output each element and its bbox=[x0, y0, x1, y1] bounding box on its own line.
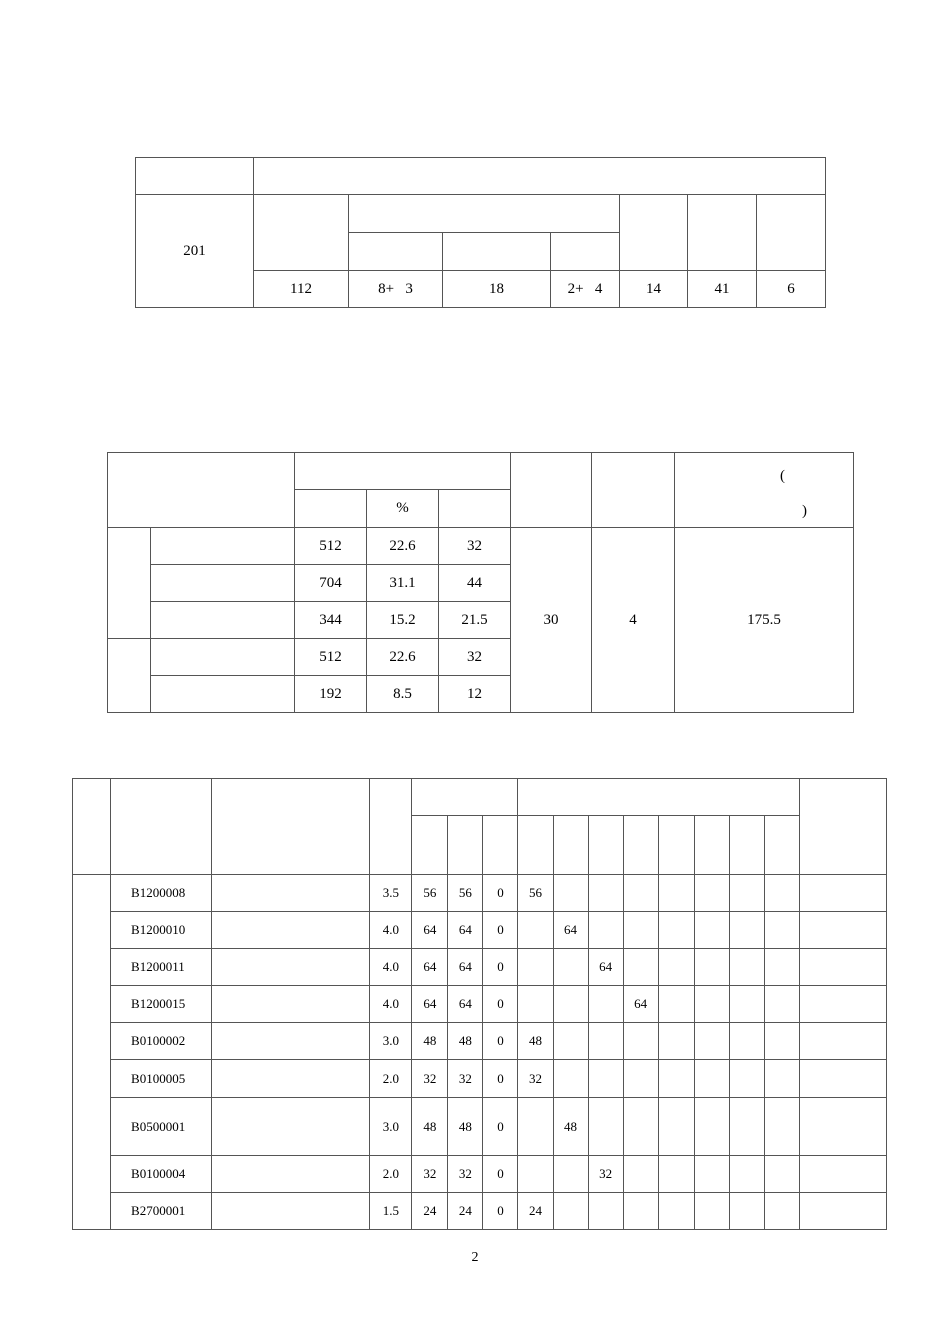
t1-sub-header-2 bbox=[443, 233, 551, 271]
table-row bbox=[73, 875, 887, 912]
semester-3 bbox=[588, 1193, 623, 1230]
t2-sub-header-1 bbox=[295, 490, 367, 528]
semester-1 bbox=[518, 912, 553, 949]
remarks bbox=[799, 986, 886, 1023]
semester-3 bbox=[588, 912, 623, 949]
t1-value-4: 2+ 4 bbox=[551, 271, 620, 308]
t2-cell: 704 bbox=[295, 565, 367, 602]
practice-hours: 0 bbox=[483, 1023, 518, 1060]
semester-3 bbox=[588, 1023, 623, 1060]
t1-value-2: 8+ 3 bbox=[349, 271, 443, 308]
semester-5 bbox=[658, 875, 694, 912]
t2-cell: 8.5 bbox=[367, 676, 439, 713]
semester-4 bbox=[623, 1098, 658, 1156]
semester-5 bbox=[658, 986, 694, 1023]
t2-header-label bbox=[108, 453, 295, 528]
semester-4 bbox=[623, 949, 658, 986]
semester-8 bbox=[764, 1023, 799, 1060]
t1-col5-header bbox=[620, 195, 688, 271]
semester-7 bbox=[729, 1023, 764, 1060]
practice-hours: 0 bbox=[483, 1098, 518, 1156]
semester-6 bbox=[694, 875, 729, 912]
t1-value-7: 6 bbox=[757, 271, 826, 308]
t1-col6-header bbox=[688, 195, 757, 271]
semester-3 bbox=[588, 875, 623, 912]
t2-merged-col5: 4 bbox=[592, 528, 675, 713]
semester-2 bbox=[553, 875, 588, 912]
semester-8 bbox=[764, 1098, 799, 1156]
remarks bbox=[799, 1193, 886, 1230]
total-hours: 32 bbox=[412, 1156, 448, 1193]
t3-sub-header bbox=[553, 816, 588, 875]
t2-cell: 344 bbox=[295, 602, 367, 639]
credit: 3.0 bbox=[370, 1023, 412, 1060]
table-row bbox=[73, 986, 887, 1023]
t2-paren-open: ( bbox=[780, 468, 786, 484]
t2-row-label bbox=[151, 676, 295, 713]
semester-4 bbox=[623, 1060, 658, 1098]
t2-group-2 bbox=[108, 639, 151, 713]
course-code: B1200010 bbox=[111, 912, 212, 949]
table-row bbox=[73, 1193, 887, 1230]
theory-hours: 64 bbox=[448, 912, 483, 949]
t3-sub-header bbox=[483, 816, 518, 875]
semester-2 bbox=[553, 1060, 588, 1098]
credit: 4.0 bbox=[370, 949, 412, 986]
t2-cell: 12 bbox=[439, 676, 511, 713]
semester-1 bbox=[518, 1098, 553, 1156]
theory-hours: 56 bbox=[448, 875, 483, 912]
t2-cell: 22.6 bbox=[367, 639, 439, 676]
semester-7 bbox=[729, 1060, 764, 1098]
semester-4 bbox=[623, 875, 658, 912]
semester-8 bbox=[764, 1060, 799, 1098]
semester-8 bbox=[764, 986, 799, 1023]
remarks bbox=[799, 1156, 886, 1193]
remarks bbox=[799, 875, 886, 912]
t1-value-6: 41 bbox=[688, 271, 757, 308]
t3-sub-header bbox=[694, 816, 729, 875]
semester-6 bbox=[694, 986, 729, 1023]
t3-header-semesters bbox=[518, 779, 799, 816]
course-code: B1200008 bbox=[111, 875, 212, 912]
remarks bbox=[799, 1060, 886, 1098]
semester-2 bbox=[553, 1023, 588, 1060]
semester-3: 32 bbox=[588, 1156, 623, 1193]
course-name bbox=[212, 912, 370, 949]
summary-table-2 bbox=[107, 452, 854, 713]
t2-cell: 32 bbox=[439, 528, 511, 565]
course-code: B0100005 bbox=[111, 1060, 212, 1098]
t1-header-span bbox=[254, 158, 826, 195]
course-code: B2700001 bbox=[111, 1193, 212, 1230]
table-row bbox=[73, 1098, 887, 1156]
semester-4 bbox=[623, 1156, 658, 1193]
semester-5 bbox=[658, 1193, 694, 1230]
table-row bbox=[73, 1156, 887, 1193]
semester-4 bbox=[623, 1023, 658, 1060]
t1-sub-header-1 bbox=[349, 233, 443, 271]
semester-2 bbox=[553, 1193, 588, 1230]
course-name bbox=[212, 986, 370, 1023]
semester-7 bbox=[729, 949, 764, 986]
t2-sub-header-3 bbox=[439, 490, 511, 528]
t2-cell: 22.6 bbox=[367, 528, 439, 565]
total-hours: 32 bbox=[412, 1060, 448, 1098]
t3-sub-header bbox=[764, 816, 799, 875]
t2-group-1 bbox=[108, 528, 151, 639]
t2-header-group bbox=[295, 453, 511, 490]
remarks bbox=[799, 949, 886, 986]
semester-7 bbox=[729, 1193, 764, 1230]
semester-7 bbox=[729, 986, 764, 1023]
semester-4 bbox=[623, 912, 658, 949]
course-name bbox=[212, 1098, 370, 1156]
course-code: B1200015 bbox=[111, 986, 212, 1023]
semester-6 bbox=[694, 1060, 729, 1098]
t3-header-credit bbox=[370, 779, 412, 875]
semester-6 bbox=[694, 1098, 729, 1156]
theory-hours: 48 bbox=[448, 1098, 483, 1156]
semester-7 bbox=[729, 1098, 764, 1156]
t2-paren-close: ) bbox=[802, 503, 808, 519]
semester-7 bbox=[729, 875, 764, 912]
course-code: B0100004 bbox=[111, 1156, 212, 1193]
t2-row-label bbox=[151, 528, 295, 565]
semester-6 bbox=[694, 949, 729, 986]
semester-6 bbox=[694, 1193, 729, 1230]
course-table bbox=[72, 778, 887, 1230]
semester-3 bbox=[588, 986, 623, 1023]
semester-1 bbox=[518, 949, 553, 986]
semester-1 bbox=[518, 986, 553, 1023]
t2-cell: 32 bbox=[439, 639, 511, 676]
semester-1: 32 bbox=[518, 1060, 553, 1098]
t2-cell: 31.1 bbox=[367, 565, 439, 602]
semester-8 bbox=[764, 949, 799, 986]
t2-cell: 15.2 bbox=[367, 602, 439, 639]
semester-8 bbox=[764, 912, 799, 949]
semester-3 bbox=[588, 1060, 623, 1098]
remarks bbox=[799, 1098, 886, 1156]
t2-cell: 44 bbox=[439, 565, 511, 602]
t2-cell: 192 bbox=[295, 676, 367, 713]
semester-2: 64 bbox=[553, 912, 588, 949]
semester-1 bbox=[518, 1156, 553, 1193]
t2-header-col6 bbox=[675, 453, 854, 528]
t3-header-remarks bbox=[799, 779, 886, 875]
t1-value-5: 14 bbox=[620, 271, 688, 308]
practice-hours: 0 bbox=[483, 986, 518, 1023]
page-number: 2 bbox=[471, 1250, 479, 1265]
t1-col7-header bbox=[757, 195, 826, 271]
practice-hours: 0 bbox=[483, 875, 518, 912]
semester-5 bbox=[658, 912, 694, 949]
course-name bbox=[212, 1193, 370, 1230]
t3-sub-header bbox=[412, 816, 448, 875]
table-row bbox=[73, 1060, 887, 1098]
t2-cell: 512 bbox=[295, 528, 367, 565]
semester-7 bbox=[729, 912, 764, 949]
t1-year-cell: 201 bbox=[136, 195, 254, 308]
t3-category-cell bbox=[73, 875, 111, 1230]
semester-7 bbox=[729, 1156, 764, 1193]
credit: 3.5 bbox=[370, 875, 412, 912]
credit: 1.5 bbox=[370, 1193, 412, 1230]
t3-sub-header bbox=[448, 816, 483, 875]
t3-sub-header bbox=[518, 816, 553, 875]
total-hours: 64 bbox=[412, 949, 448, 986]
t1-header-label bbox=[136, 158, 254, 195]
t3-header-code bbox=[111, 779, 212, 875]
credit: 4.0 bbox=[370, 912, 412, 949]
practice-hours: 0 bbox=[483, 912, 518, 949]
t3-sub-header bbox=[658, 816, 694, 875]
t2-header-col4 bbox=[511, 453, 592, 528]
t2-cell: 21.5 bbox=[439, 602, 511, 639]
semester-2 bbox=[553, 949, 588, 986]
theory-hours: 24 bbox=[448, 1193, 483, 1230]
total-hours: 64 bbox=[412, 986, 448, 1023]
course-name bbox=[212, 875, 370, 912]
semester-2: 48 bbox=[553, 1098, 588, 1156]
t2-merged-col6: 175.5 bbox=[675, 528, 854, 713]
table-row bbox=[73, 912, 887, 949]
summary-table-1 bbox=[135, 157, 826, 308]
t3-header-hours bbox=[412, 779, 518, 816]
t1-value-3: 18 bbox=[443, 271, 551, 308]
remarks bbox=[799, 912, 886, 949]
semester-3 bbox=[588, 1098, 623, 1156]
t1-col-total-header bbox=[254, 195, 349, 271]
semester-6 bbox=[694, 1156, 729, 1193]
theory-hours: 48 bbox=[448, 1023, 483, 1060]
t3-sub-header bbox=[588, 816, 623, 875]
t2-row-label bbox=[151, 602, 295, 639]
theory-hours: 64 bbox=[448, 949, 483, 986]
course-code: B1200011 bbox=[111, 949, 212, 986]
table-row bbox=[73, 1023, 887, 1060]
total-hours: 48 bbox=[412, 1023, 448, 1060]
semester-4: 64 bbox=[623, 986, 658, 1023]
t3-header-name bbox=[212, 779, 370, 875]
course-name bbox=[212, 1060, 370, 1098]
t2-sub-header-percent: % bbox=[367, 490, 439, 528]
t1-col-group-header bbox=[349, 195, 620, 233]
practice-hours: 0 bbox=[483, 949, 518, 986]
credit: 4.0 bbox=[370, 986, 412, 1023]
t2-row-label bbox=[151, 565, 295, 602]
theory-hours: 32 bbox=[448, 1156, 483, 1193]
credit: 2.0 bbox=[370, 1060, 412, 1098]
semester-2 bbox=[553, 986, 588, 1023]
semester-1: 56 bbox=[518, 875, 553, 912]
semester-5 bbox=[658, 949, 694, 986]
semester-6 bbox=[694, 912, 729, 949]
total-hours: 56 bbox=[412, 875, 448, 912]
practice-hours: 0 bbox=[483, 1060, 518, 1098]
semester-1: 48 bbox=[518, 1023, 553, 1060]
semester-8 bbox=[764, 1156, 799, 1193]
semester-4 bbox=[623, 1193, 658, 1230]
total-hours: 48 bbox=[412, 1098, 448, 1156]
course-code: B0100002 bbox=[111, 1023, 212, 1060]
semester-5 bbox=[658, 1060, 694, 1098]
semester-5 bbox=[658, 1098, 694, 1156]
semester-1: 24 bbox=[518, 1193, 553, 1230]
semester-8 bbox=[764, 875, 799, 912]
t3-sub-header bbox=[729, 816, 764, 875]
table-row bbox=[73, 949, 887, 986]
t2-row-label bbox=[151, 639, 295, 676]
t2-cell: 512 bbox=[295, 639, 367, 676]
credit: 2.0 bbox=[370, 1156, 412, 1193]
course-name bbox=[212, 1156, 370, 1193]
t2-merged-col4: 30 bbox=[511, 528, 592, 713]
course-name bbox=[212, 1023, 370, 1060]
semester-5 bbox=[658, 1023, 694, 1060]
practice-hours: 0 bbox=[483, 1193, 518, 1230]
theory-hours: 32 bbox=[448, 1060, 483, 1098]
practice-hours: 0 bbox=[483, 1156, 518, 1193]
theory-hours: 64 bbox=[448, 986, 483, 1023]
semester-6 bbox=[694, 1023, 729, 1060]
t1-sub-header-3 bbox=[551, 233, 620, 271]
credit: 3.0 bbox=[370, 1098, 412, 1156]
t3-header-category bbox=[73, 779, 111, 875]
course-code: B0500001 bbox=[111, 1098, 212, 1156]
semester-2 bbox=[553, 1156, 588, 1193]
semester-5 bbox=[658, 1156, 694, 1193]
t2-header-col5 bbox=[592, 453, 675, 528]
semester-8 bbox=[764, 1193, 799, 1230]
total-hours: 24 bbox=[412, 1193, 448, 1230]
remarks bbox=[799, 1023, 886, 1060]
t1-value-1: 112 bbox=[254, 271, 349, 308]
semester-3: 64 bbox=[588, 949, 623, 986]
course-name bbox=[212, 949, 370, 986]
t3-sub-header bbox=[623, 816, 658, 875]
total-hours: 64 bbox=[412, 912, 448, 949]
